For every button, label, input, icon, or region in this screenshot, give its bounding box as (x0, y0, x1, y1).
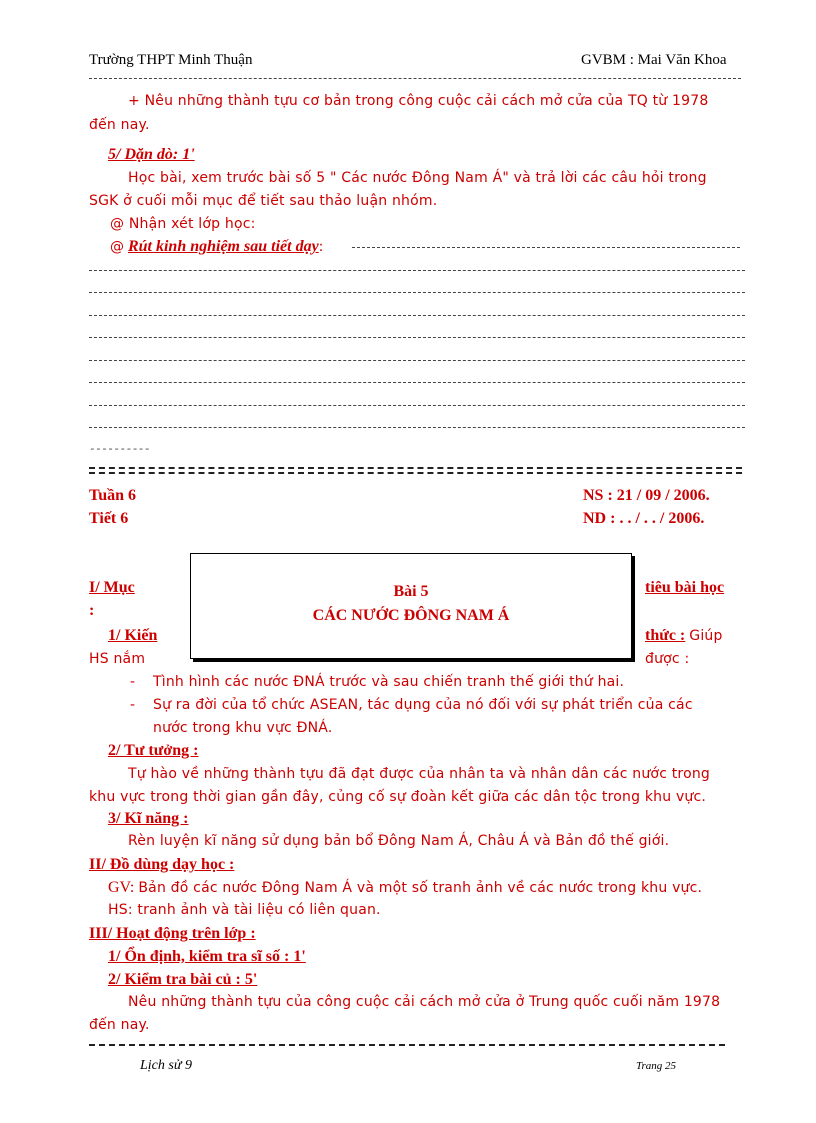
step2-text: Nêu những thành tựu của công cuộc cải cách mở cửa ở Trung quốc cuối năm 1978 (128, 994, 721, 1010)
experience-row (110, 238, 324, 256)
homework-text-cont: SGK ở cuối mỗi mục để tiết sau thảo luận nhóm. (89, 193, 438, 209)
footer-divider (89, 1044, 725, 1046)
knowledge-bullet-2: Sự ra đời của tổ chức ASEAN, tác dụng của nó đối với sự phát triển của các (153, 697, 693, 713)
week-label: Tuần 6 (89, 487, 136, 504)
homework-text: Học bài, xem trước bài số 5 " Các nước Đông Nam Á" và trả lời các câu hỏi trong (128, 170, 707, 186)
gv-text: Bản đồ các nước Đông Nam Á và một số tranh ảnh về các nước trong khu vực. (138, 880, 703, 896)
step2-text-cont: đến nay. (89, 1017, 150, 1033)
bullet-mark-2: - (130, 697, 136, 713)
note-line-7 (89, 405, 745, 406)
trailing-dashes: ---------- (89, 444, 151, 456)
objectives-colon: : (89, 602, 95, 619)
knowledge-heading-right-row (645, 627, 723, 645)
bullet-mark-1: - (130, 674, 136, 690)
thought-heading: 2/ Tư tưởng : (108, 742, 199, 759)
objectives-heading-right: tiêu bài học (645, 579, 725, 596)
skill-text: Rèn luyện kĩ năng sử dụng bản bổ Đông Nam Á, Châu Á và Bản đồ thế giới. (128, 833, 670, 849)
thought-text: Tự hào về những thành tựu đã đạt được của nhân ta và nhân dân các nước trong (128, 766, 711, 782)
lesson-title: CÁC NƯỚC ĐÔNG NAM Á (312, 607, 510, 624)
knowledge-bullet-2-cont: nước trong khu vực ĐNÁ. (153, 720, 333, 736)
header-divider (89, 78, 741, 79)
note-line-6 (89, 382, 745, 383)
knowledge-heading-left: 1/ Kiến (108, 627, 158, 644)
footer-subject: Lịch sử 9 (140, 1058, 192, 1073)
footer-page: Trang 25 (636, 1060, 677, 1072)
ns-date: NS : 21 / 09 / 2006. (583, 487, 710, 504)
hs-nam: HS nắm (89, 651, 146, 667)
nd-date: ND : . . / . . / 2006. (583, 510, 705, 527)
note-line-1 (89, 270, 745, 271)
equipment-heading: II/ Đồ dùng dạy học : (89, 856, 235, 873)
experience-at: @ (110, 239, 125, 255)
experience-dash-line (352, 247, 740, 248)
lesson-number: Bài 5 (393, 583, 429, 600)
hs-text: HS: tranh ảnh và tài liệu có liên quan. (108, 902, 381, 918)
skill-heading: 3/ Kĩ năng : (108, 810, 189, 827)
header-school: Trường THPT Minh Thuận (89, 52, 253, 68)
note-line-5 (89, 360, 745, 361)
knowledge-help: Giúp (689, 628, 723, 644)
duoc: được : (645, 651, 690, 667)
experience-label: Rút kinh nghiệm sau tiết dạy (127, 238, 319, 255)
period-label: Tiết 6 (89, 510, 129, 527)
header-teacher: GVBM : Mai Văn Khoa (581, 52, 727, 68)
section-separator (89, 467, 742, 474)
note-line-2 (89, 292, 745, 293)
review-point: + Nêu những thành tựu cơ bản trong công cuộc cải cách mở cửa của TQ từ 1978 (128, 93, 709, 109)
knowledge-bullet-1: Tình hình các nước ĐNÁ trước và sau chiến tranh thế giới thứ hai. (153, 674, 625, 690)
remark-label: @ Nhận xét lớp học: (110, 216, 256, 232)
knowledge-heading-right: thức : (645, 627, 686, 644)
note-line-4 (89, 337, 745, 338)
thought-text-cont: khu vực trong thời gian gần đây, củng cố sự đoàn kết giữa các dân tộc trong khu vực. (89, 789, 707, 805)
review-point-cont: đến nay. (89, 117, 150, 133)
activities-heading: III/ Hoạt động trên lớp : (89, 925, 256, 942)
note-line-8 (89, 427, 745, 428)
gv-label: GV: (108, 879, 135, 896)
homework-heading: 5/ Dặn dò: 1' (108, 146, 195, 163)
objectives-heading-left: I/ Mục (89, 579, 135, 596)
experience-colon: : (318, 239, 324, 255)
activity-step-1: 1/ Ổn định, kiểm tra sĩ số : 1' (108, 948, 306, 965)
note-line-3 (89, 315, 745, 316)
equipment-gv-row (108, 879, 702, 897)
activity-step-2: 2/ Kiểm tra bài củ : 5' (108, 971, 258, 988)
lesson-title-box (190, 553, 632, 659)
